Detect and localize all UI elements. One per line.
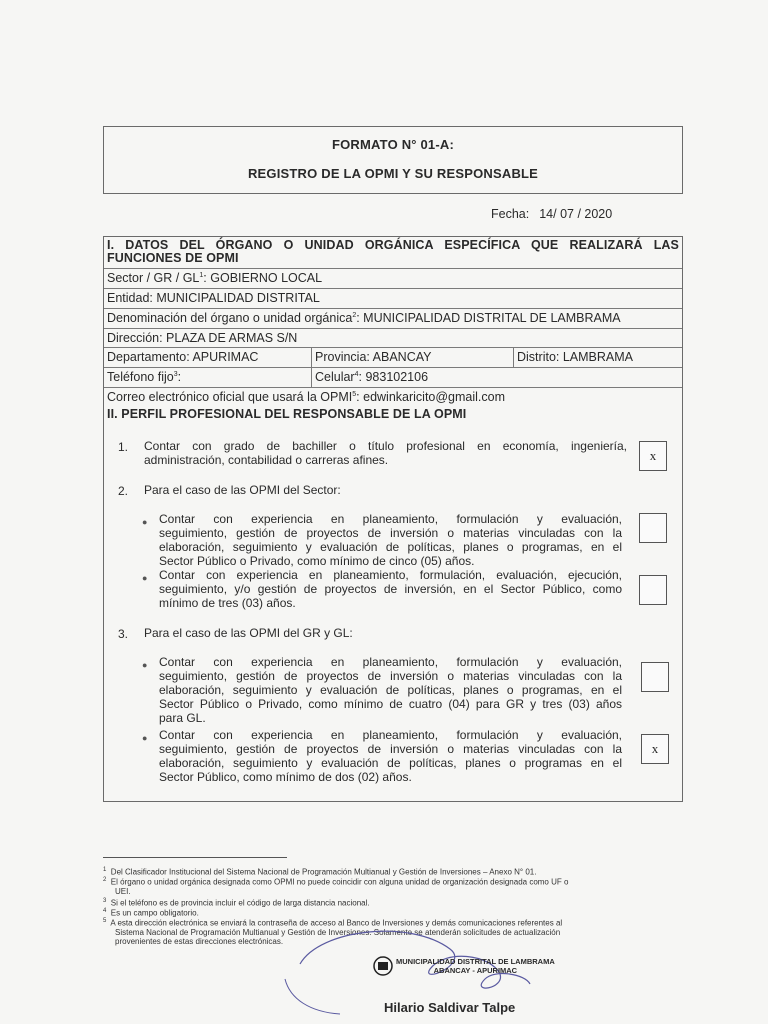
form-title: FORMATO N° 01-A: bbox=[331, 137, 455, 152]
date-value: 14/ 07 / 2020 bbox=[539, 207, 613, 221]
date-field bbox=[491, 207, 612, 221]
bullet2-checkbox[interactable] bbox=[639, 575, 667, 605]
footnote-5: $^5$ A esta dirección electrónica se enviará la contraseña de acceso al Banco de Inversiones y demás comunicaciones referentes al Sistema Nacional de Programación Multianual y Gestión de Inversiones. Solamente se atenderán solicitudes de actualización provenientes de estas direcciones electrónicas. bbox=[103, 918, 563, 947]
item3-number: 3. bbox=[118, 627, 129, 641]
bullet1-checkbox[interactable] bbox=[639, 513, 667, 543]
bullet1-line1: Contar con experiencia en planeamiento, formulación y evaluación, bbox=[159, 512, 622, 526]
footnote-divider bbox=[103, 857, 287, 858]
section1-title-row bbox=[104, 237, 682, 269]
distrito-field: Distrito: LAMBRAMA bbox=[517, 350, 633, 364]
form-header bbox=[103, 126, 683, 194]
bullet2-line2: seguimiento, y/o gestión de proyectos de inversión, en el Sector Público, como bbox=[159, 582, 622, 596]
bullet-icon: ● bbox=[142, 660, 148, 670]
telefono-row bbox=[104, 368, 682, 388]
bullet3-line2: seguimiento, gestión de proyectos de inversión o materias vinculadas con la bbox=[159, 669, 622, 683]
stamp-line2: ABANCAY - APURIMAC bbox=[433, 966, 518, 975]
provincia-field: Provincia: ABANCAY bbox=[315, 350, 432, 364]
direccion-field: Dirección: PLAZA DE ARMAS S/N bbox=[107, 331, 298, 345]
date-label: Fecha: bbox=[491, 207, 530, 221]
sector-row bbox=[104, 269, 682, 289]
bullet4-line1: Contar con experiencia en planeamiento, formulación y evaluación, bbox=[159, 728, 622, 742]
bullet3-line1: Contar con experiencia en planeamiento, formulación y evaluación, bbox=[159, 655, 622, 669]
entidad-row bbox=[104, 289, 682, 309]
footnote-3: $^3$ Si el teléfono es de provincia incluir el código de larga distancia nacional. bbox=[103, 898, 370, 908]
section1-title-line2: FUNCIONES DE OPMI bbox=[107, 251, 239, 265]
bullet1-line4: Sector Público o Privado, como mínimo de cinco (05) años. bbox=[159, 554, 475, 568]
item3-text: Para el caso de las OPMI del GR y GL: bbox=[144, 626, 353, 640]
bullet4-line4: Sector Público, como mínimo de dos (02) años. bbox=[159, 770, 412, 784]
ubicacion-row bbox=[104, 348, 682, 368]
departamento-field: Departamento: APURIMAC bbox=[107, 350, 259, 364]
signer-name: Hilario Saldivar Talpe bbox=[384, 1000, 516, 1015]
bullet3-line4: Sector Público o Privado, como mínimo de cuatro (04) para GR y tres (03) años bbox=[159, 697, 622, 711]
footnote-1: $^1$ Del Clasificador Institucional del Sistema Nacional de Programación Multianual y Gestión de Inversiones – Anexo N° 01. bbox=[103, 867, 537, 877]
footnote-2: $^2$ El órgano o unidad orgánica designada como OPMI no puede coincidir con alguna unidad de organización designada como UF o UEI. bbox=[103, 877, 569, 897]
municipal-stamp bbox=[396, 957, 555, 975]
bullet2-line3: mínimo de tres (03) años. bbox=[159, 596, 296, 610]
correo-field: Correo electrónico oficial que usará la OPMI$^5$: edwinkaricito@gmail.com bbox=[107, 390, 506, 404]
correo-row bbox=[104, 388, 682, 408]
item2-number: 2. bbox=[118, 484, 129, 498]
footnote-4: $^4$ Es un campo obligatorio. bbox=[103, 908, 199, 918]
bullet4-checkbox[interactable]: x bbox=[641, 734, 669, 764]
section1-title-line1: I. DATOS DEL ÓRGANO O UNIDAD ORGÁNICA ESPECÍFICA QUE REALIZARÁ LAS bbox=[107, 238, 679, 252]
stamp-line1: MUNICIPALIDAD DISTRITAL DE LAMBRAMA bbox=[396, 957, 555, 966]
celular-field: Celular$^4$: 983102106 bbox=[315, 370, 429, 384]
entidad-field: Entidad: MUNICIPALIDAD DISTRITAL bbox=[107, 291, 320, 305]
sector-field: Sector / GR / $GL^1$: GOBIERNO LOCAL bbox=[107, 271, 323, 285]
denominacion-field: Denominación del órgano o unidad orgánica$^2$: MUNICIPALIDAD DISTRITAL DE LAMBRAMA bbox=[107, 311, 621, 325]
bullet1-line2: seguimiento, gestión de proyectos de inversión o materias vinculadas con la bbox=[159, 526, 622, 540]
item1-line1: Contar con grado de bachiller o título profesional en economía, ingeniería, bbox=[144, 439, 627, 453]
bullet1-line3: elaboración, seguimiento y evaluación de políticas, planes o programas, en el bbox=[159, 540, 622, 554]
bullet-icon: ● bbox=[142, 573, 148, 583]
item1-number: 1. bbox=[118, 440, 129, 454]
bullet2-line1: Contar con experiencia en planeamiento, formulación, evaluación, ejecución, bbox=[159, 568, 622, 582]
bullet-icon: ● bbox=[142, 517, 148, 527]
bullet4-line3: elaboración, seguimiento y evaluación de políticas, planes o programas en el bbox=[159, 756, 622, 770]
direccion-row bbox=[104, 329, 682, 348]
section2-title: II. PERFIL PROFESIONAL DEL RESPONSABLE DE LA OPMI bbox=[107, 407, 467, 421]
bullet3-checkbox[interactable] bbox=[641, 662, 669, 692]
bullet3-line3: elaboración, seguimiento y evaluación de políticas, planes o programas, en el bbox=[159, 683, 622, 697]
item1-line2: administración, contabilidad o carreras afines. bbox=[144, 453, 389, 467]
bullet3-line5: para GL. bbox=[159, 711, 206, 725]
seal-icon bbox=[372, 955, 394, 977]
denominacion-row bbox=[104, 309, 682, 329]
form-subtitle: REGISTRO DE LA OPMI Y SU RESPONSABLE bbox=[247, 166, 539, 181]
telefono-field: Teléfono fijo$^3$: bbox=[107, 370, 182, 384]
bullet-icon: ● bbox=[142, 733, 148, 743]
item1-checkbox[interactable]: x bbox=[639, 441, 667, 471]
bullet4-line2: seguimiento, gestión de proyectos de inversión o materias vinculadas con la bbox=[159, 742, 622, 756]
form-table bbox=[103, 236, 683, 802]
item2-text: Para el caso de las OPMI del Sector: bbox=[144, 483, 341, 497]
